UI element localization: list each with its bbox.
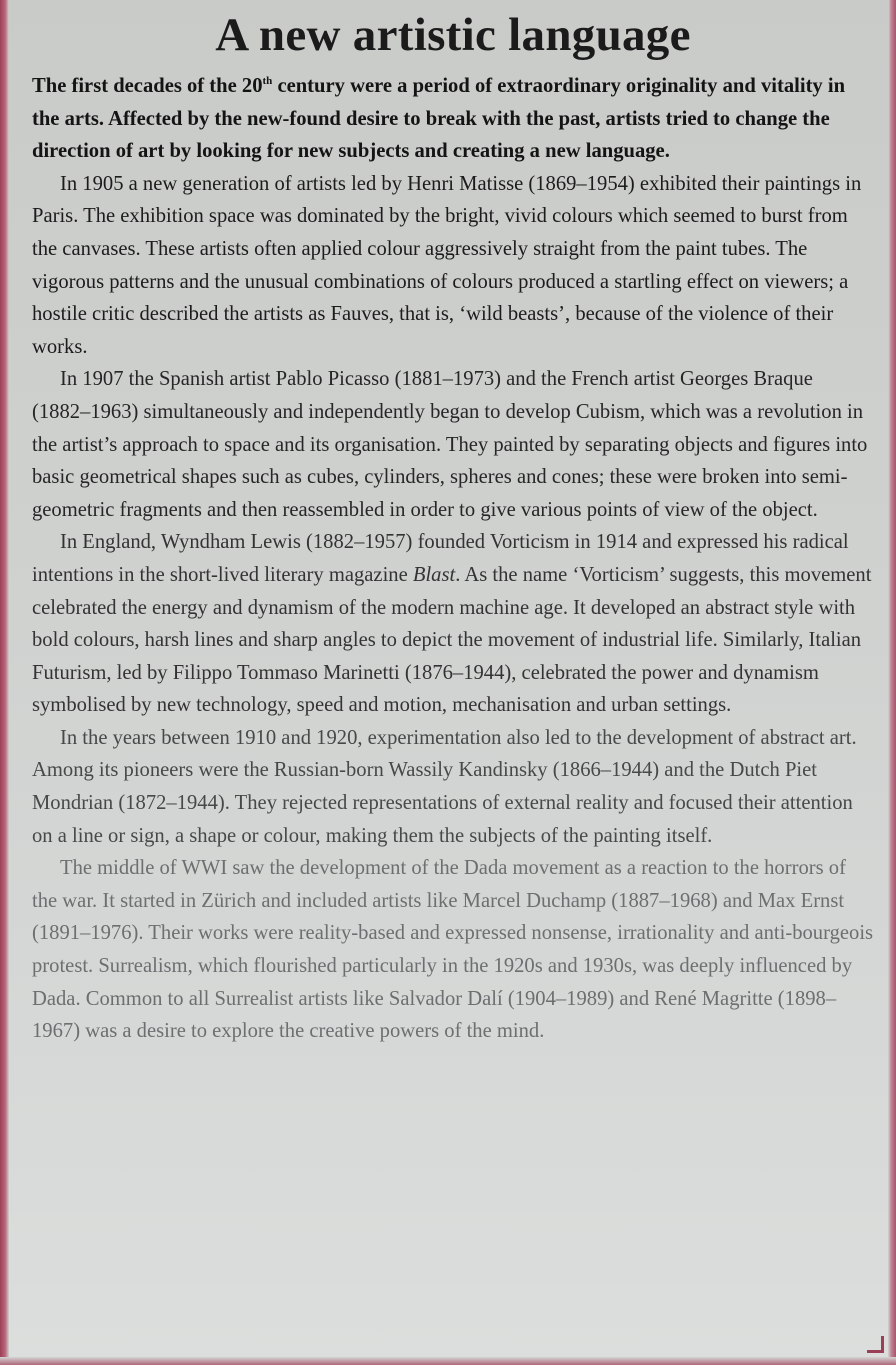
left-frame-border	[0, 0, 9, 1365]
document-page	[32, 6, 874, 1048]
paragraph-vorticism	[32, 526, 874, 722]
page-title: A new artistic language	[215, 9, 691, 61]
paragraph-vorticism-end: . As the name ‘Vorticism’ suggests, this movement celebrated the energy and dynamism of the modern machine age. It developed an abstract style with bold colours, harsh lines and sharp angles to depict the movement of industrial life. Similarly, Italian Futurism, led by Filippo Tommaso Marinetti (1876–1944), celebrated the power and dynamism symbolised by new technology, speed and motion, mechanisation and urban settings.	[32, 563, 872, 717]
paragraph-intro-start: The first decades of the 20	[32, 75, 263, 97]
bottom-frame-border	[0, 1357, 896, 1365]
right-frame-border	[888, 0, 896, 1365]
magazine-title: Blast	[412, 563, 456, 586]
paragraph-cubism: In 1907 the Spanish artist Pablo Picasso (1881–1973) and the French artist Georges Braque (1882–1963) simultaneously and independently began to develop Cubism, which was a revolution in the artist’s approach to space and its organisation. They painted by separating objects and figures into basic geometrical shapes such as cubes, cylinders, spheres and cones; these were broken into semi-geometric fragments and then reassembled in order to give various points of view of the object.	[32, 368, 868, 521]
paragraph-abstract-art: In the years between 1910 and 1920, experimentation also led to the development of abstract art. Among its pioneers were the Russian-born Wassily Kandinsky (1866–1944) and the Dutch Piet Mondrian (1872–1944). They rejected representations of external reality and focused their attention on a line or sign, a shape or colour, making them the subjects of the painting itself.	[32, 726, 857, 847]
paragraph-dada-surrealism: The middle of WWI saw the development of the Dada movement as a reaction to the horrors of the war. It started in Zürich and included artists like Marcel Duchamp (1887–1968) and Max Ernst (1891–1976). Their works were reality-based and expressed nonsense, irrationality and anti-bourgeois protest. Surrealism, which flourished particularly in the 1920s and 1930s, was deeply influenced by Dada. Common to all Surrealist artists like Salvador Dalí (1904–1989) and René Magritte (1898–1967) was a desire to explore the creative powers of the mind.	[32, 857, 874, 1043]
paragraph-intro-end: century were a period of extraordinary originality and vitality in the arts. Affected by the new-found desire to break with the past, artists tried to change the direction of art by looking for new subjects and creating a new language.	[32, 75, 846, 163]
paragraph-vorticism-start: In England, Wyndham Lewis (1882–1957) founded Vorticism in 1914 and expressed his radical intentions in the short-lived literary magazine	[32, 531, 849, 586]
paragraph-fauvism: In 1905 a new generation of artists led by Henri Matisse (1869–1954) exhibited their paintings in Paris. The exhibition space was dominated by the bright, vivid colours which seemed to burst from the canvases. These artists often applied colour aggressively straight from the paint tubes. The vigorous patterns and the unusual combinations of colours produced a startling effect on viewers; a hostile critic described the artists as Fauves, that is, ‘wild beasts’, because of the violence of their works.	[32, 172, 862, 358]
paragraph-intro	[32, 70, 874, 168]
ordinal-suffix: th	[262, 75, 273, 88]
corner-mark-icon	[867, 1336, 884, 1353]
